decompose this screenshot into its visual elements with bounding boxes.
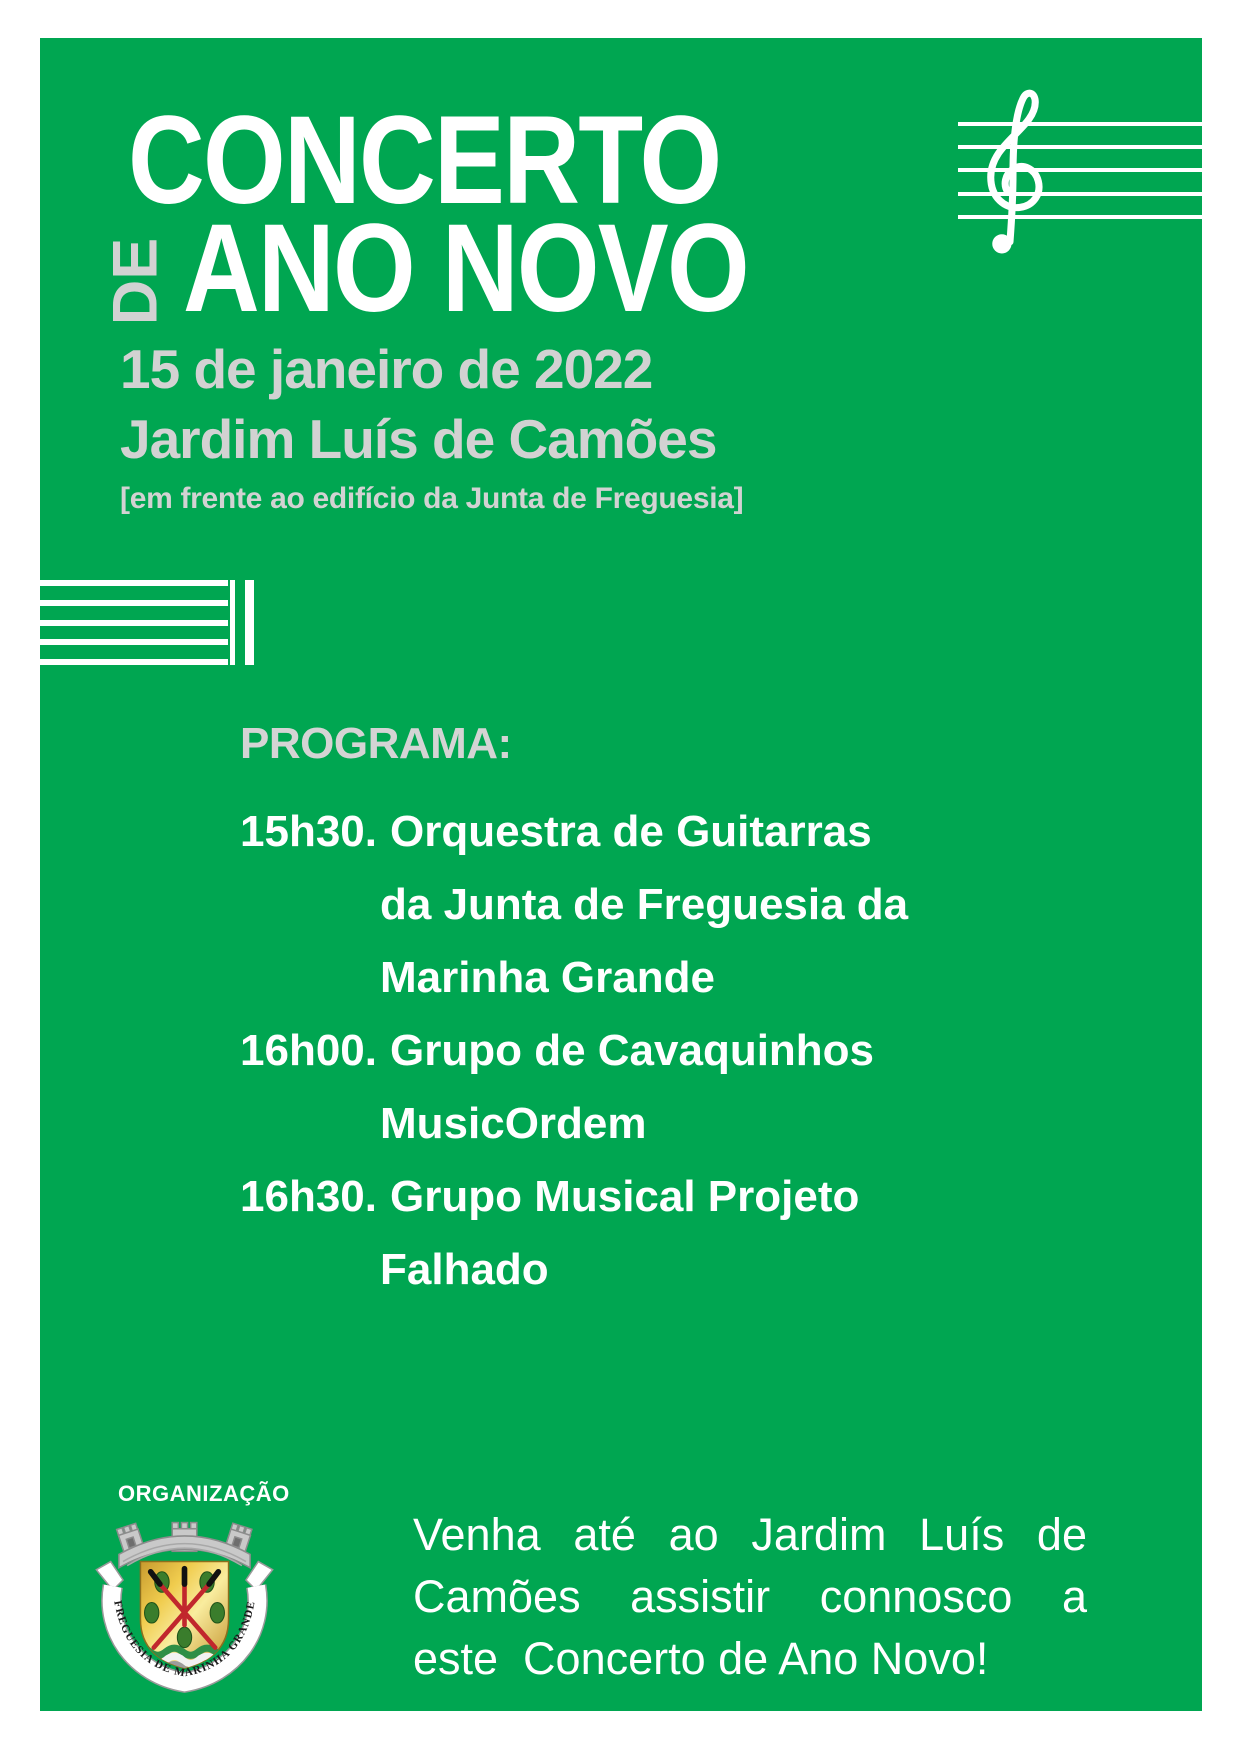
- music-staff-left: [40, 580, 256, 671]
- program-continuation: da Junta de Freguesia da: [380, 880, 909, 929]
- title-line-ano-novo: ANO NOVO: [183, 199, 748, 338]
- title-line-concerto: CONCERTO: [128, 91, 721, 230]
- event-date: 15 de janeiro de 2022: [120, 338, 653, 400]
- program-continuation: Marinha Grande: [380, 953, 715, 1002]
- program-title: Grupo Musical Projeto: [389, 1172, 860, 1221]
- coat-of-arms: [82, 1506, 287, 1696]
- staff-line: [40, 639, 228, 645]
- organization-label: ORGANIZAÇÃO: [118, 1481, 290, 1506]
- program-heading: PROGRAMA:: [240, 719, 512, 768]
- barline-thin: [230, 580, 235, 665]
- footer-line: Camões assistir connosco a: [413, 1571, 1087, 1622]
- footer-line: Venha até ao Jardim Luís de: [413, 1509, 1087, 1560]
- program-time: 15h30.: [240, 807, 377, 856]
- title-de-rotated: DE: [100, 237, 171, 326]
- program-item-line: [240, 1160, 1000, 1233]
- staff-line: [40, 600, 228, 606]
- program-item-line: [240, 1014, 1000, 1087]
- program-time: 16h00.: [240, 1026, 377, 1075]
- program-continuation: MusicOrdem: [380, 1099, 647, 1148]
- staff-line: [40, 620, 228, 626]
- event-venue: Jardim Luís de Camões: [120, 408, 717, 470]
- program-item-line: [240, 795, 1000, 868]
- poster-canvas: [40, 38, 1202, 1711]
- footer-invitation: [413, 1504, 1087, 1690]
- program-time: 16h30.: [240, 1172, 377, 1221]
- treble-clef-icon: [976, 84, 1050, 258]
- staff-line: [40, 580, 228, 586]
- program-continuation: Falhado: [380, 1245, 549, 1294]
- venue-note: [em frente ao edifício da Junta de Freguesia]: [120, 482, 744, 515]
- barline-thick: [245, 580, 254, 665]
- staff-line: [40, 659, 228, 665]
- footer-line: este Concerto de Ano Novo!: [413, 1633, 989, 1684]
- program-title: Grupo de Cavaquinhos: [389, 1026, 875, 1075]
- crest-banner-text: FREGUESIA DE MARINHA GRANDE: [111, 1599, 258, 1680]
- program-title: Orquestra de Guitarras: [389, 807, 872, 856]
- program-list: [240, 795, 1000, 1306]
